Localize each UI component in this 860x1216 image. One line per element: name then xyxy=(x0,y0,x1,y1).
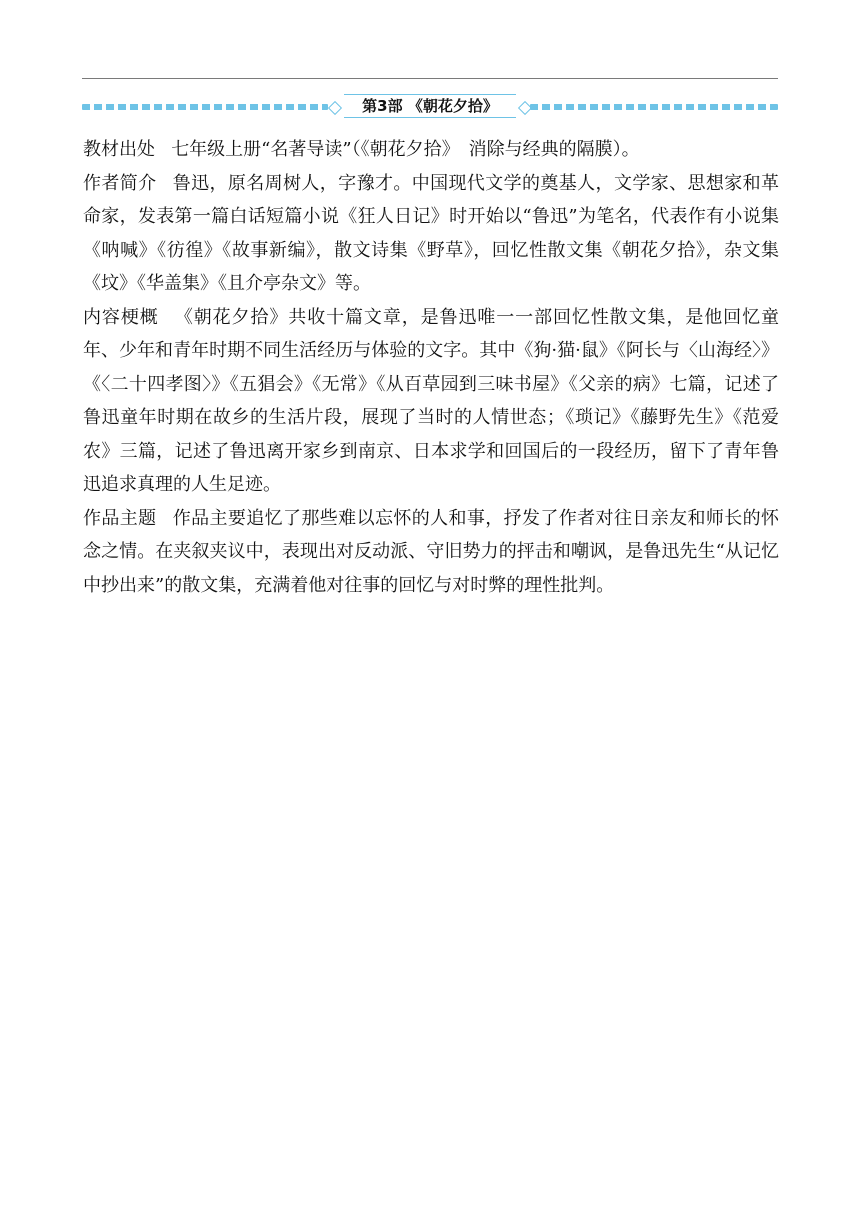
entry-text: 七年级上册“名著导读”（《朝花夕拾》 消除与经典的隔膜）。 xyxy=(171,139,640,160)
title-decoration-left xyxy=(82,104,328,110)
header-rule xyxy=(82,78,778,79)
entry-label: 内容梗概 xyxy=(83,306,159,328)
title-decoration-right xyxy=(530,104,778,110)
entry-label: 教材出处 xyxy=(83,139,155,160)
entry-label: 作品主题 xyxy=(83,507,157,529)
entry-source xyxy=(83,133,779,167)
document-body xyxy=(83,133,779,602)
section-title-band xyxy=(82,94,778,118)
entry-text: 鲁迅，原名周树人，字豫才。中国现代文学的奠基人，文学家、思想家和革命家，发表第一篇白话短篇小说《狂人日记》时开始以“鲁迅”为笔名，代表作有小说集《呐喊》《彷徨》《故事新编》，散文诗集《野草》，回忆性散文集《朝花夕拾》，杂文集《坟》《华盖集》《且介亭杂文》等。 xyxy=(83,172,780,294)
entry-label: 作者简介 xyxy=(83,172,157,194)
entry-text: 作品主要追忆了那些难以忘怀的人和事，抒发了作者对往日亲友和师长的怀念之情。在夹叙夹议中，表现出对反动派、守旧势力的抨击和嘲讽，是鲁迅先生“从记忆中抄出来”的散文集，充满着他对往事的回忆与对时弊的理性批判。 xyxy=(83,507,780,596)
entry-text: 《朝花夕拾》共收十篇文章，是鲁迅唯一一部回忆性散文集，是他回忆童年、少年和青年时期不同生活经历与体验的文字。其中《狗·猫·鼠》《阿长与〈山海经〉》《〈二十四孝图〉》《五猖会》《无常》《从百草园到三味书屋》《父亲的病》七篇，记述了鲁迅童年时期在故乡的生活片段，展现了当时的人情世态；《琐记》《藤野先生》《范爱农》三篇，记述了鲁迅离开家乡到南京、日本求学和回国后的一段经历，留下了青年鲁迅追求真理的人生足迹。 xyxy=(83,306,780,495)
entry-summary xyxy=(83,301,779,502)
entry-theme xyxy=(83,502,779,603)
entry-author xyxy=(83,167,779,301)
section-title: 第3部 《朝花夕拾》 xyxy=(344,94,516,118)
